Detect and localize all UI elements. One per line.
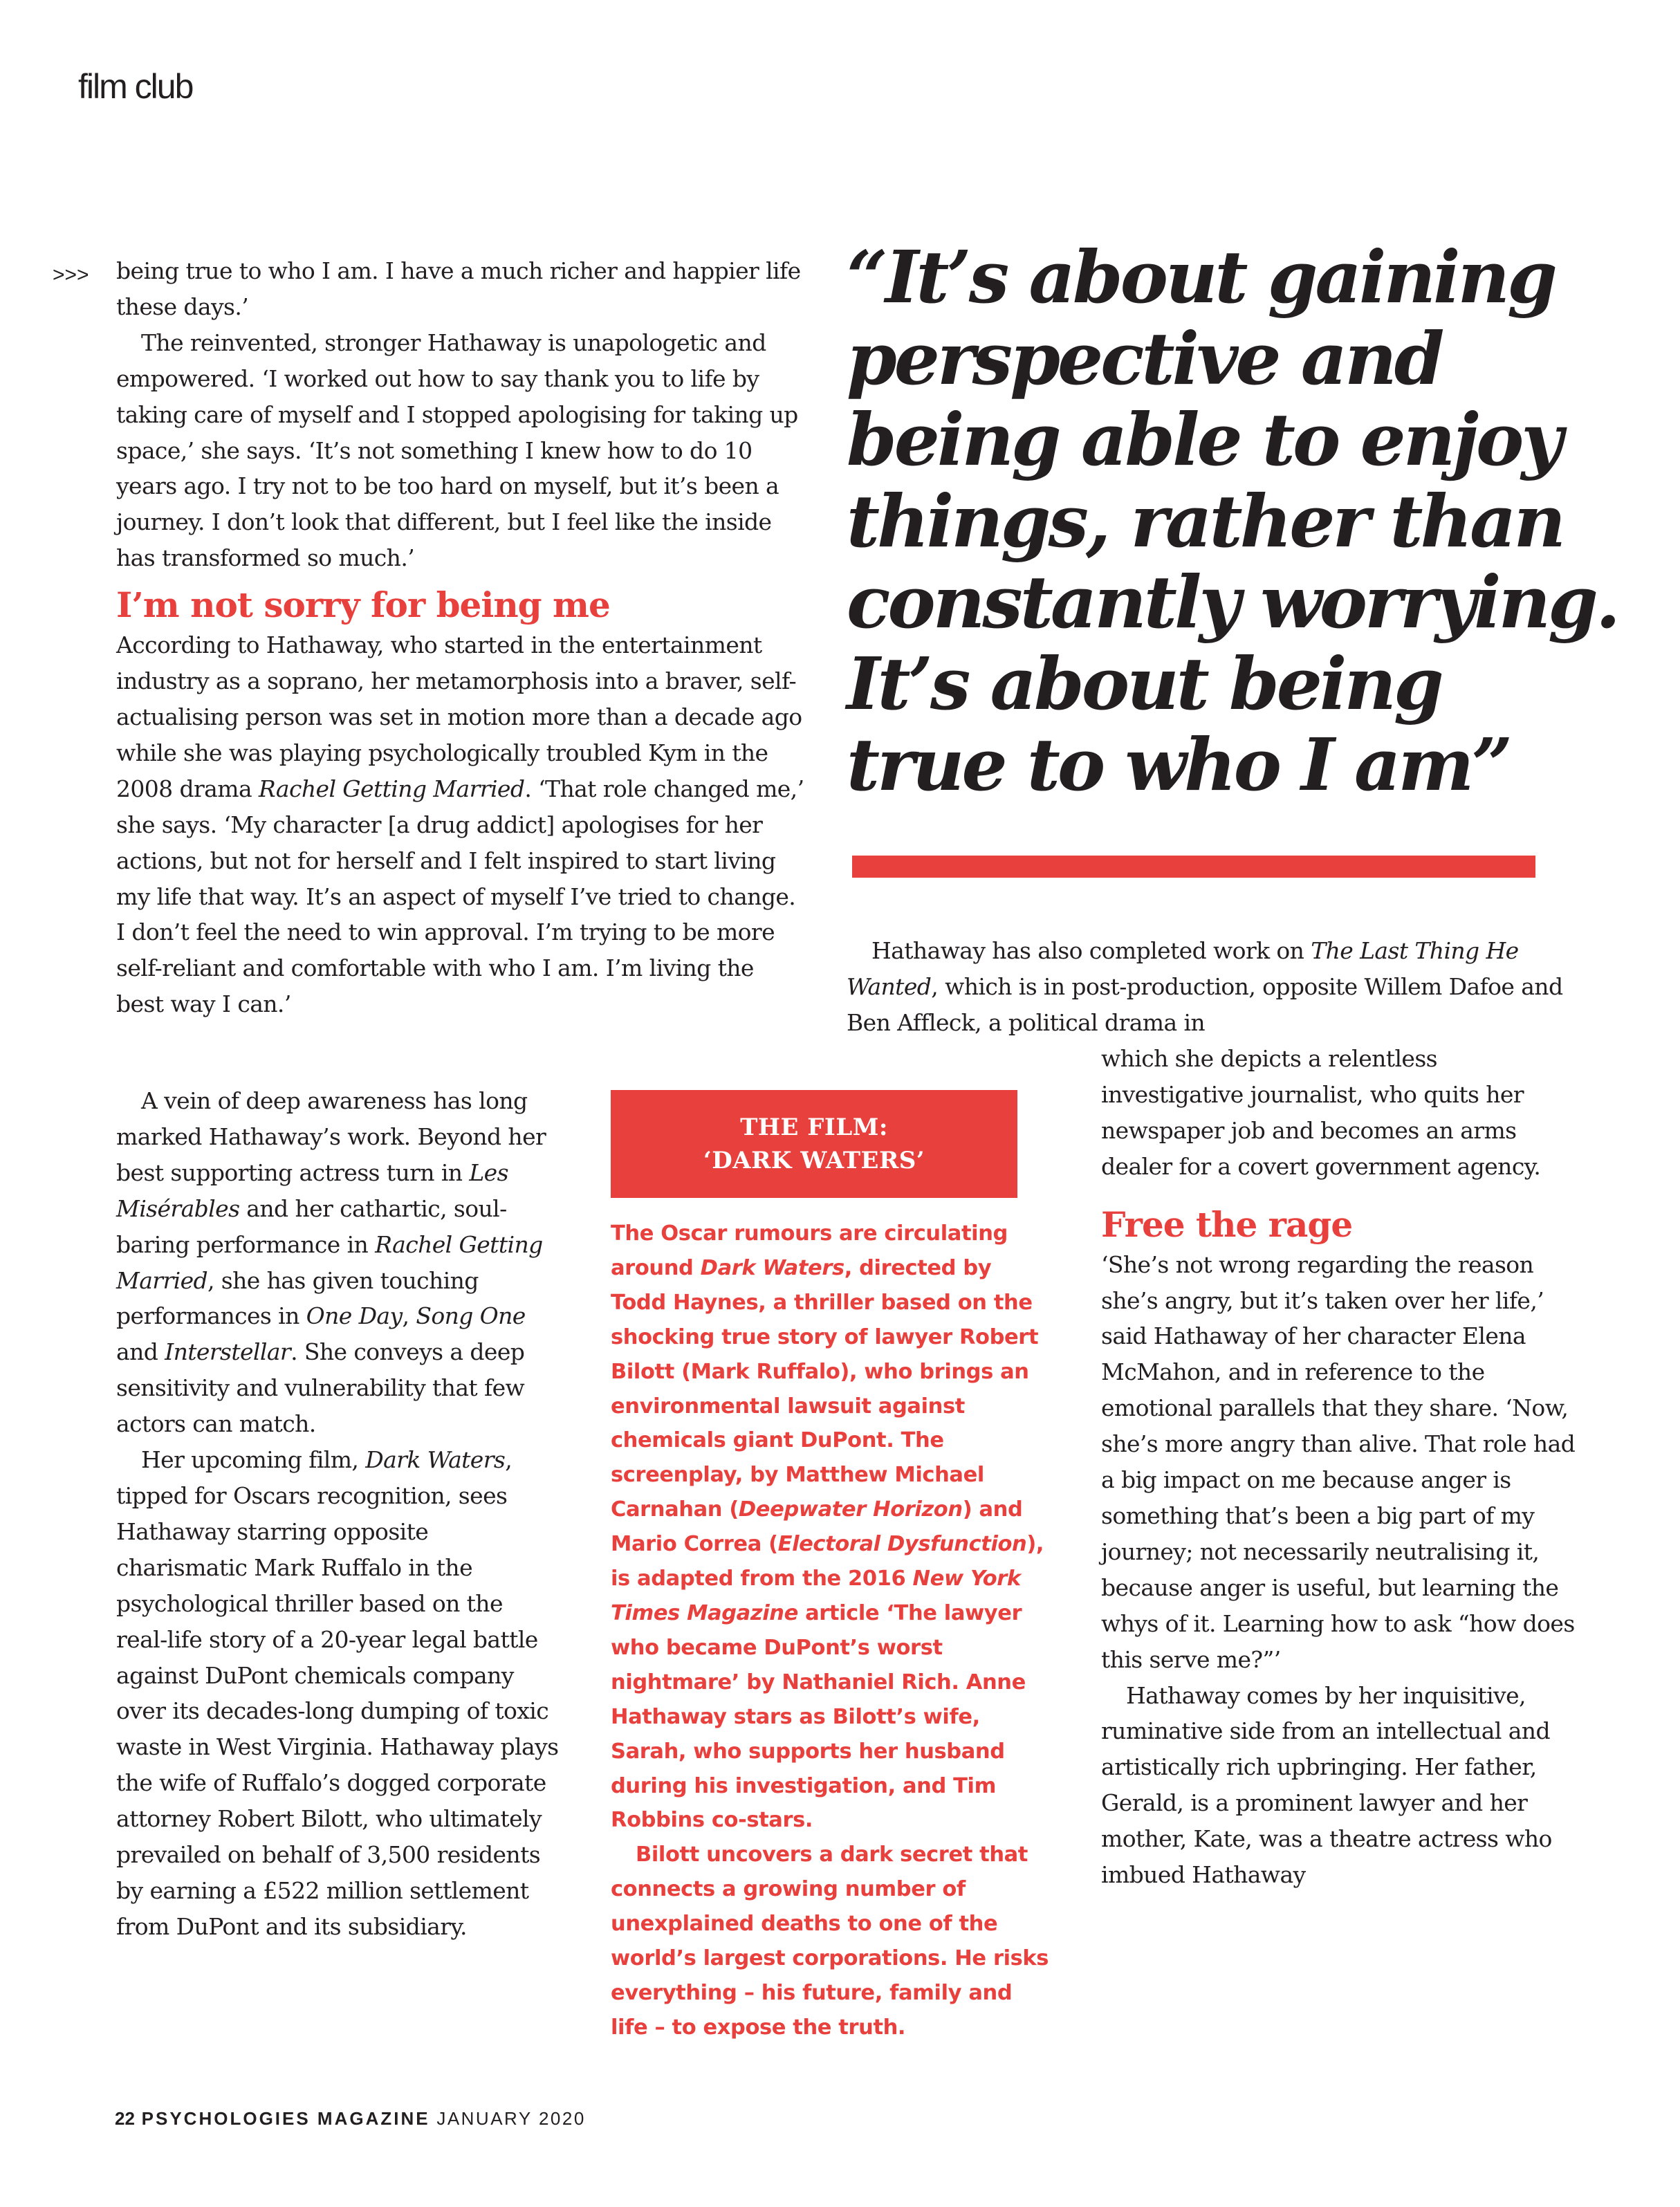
issue-date: JANUARY 2020	[436, 2108, 586, 2129]
red-divider-rule	[852, 856, 1535, 878]
paragraph: The reinvented, stronger Hathaway is unapologetic and empowered. ‘I worked out how to say thank you to life by taking care of myself and I stopped apologising for taking up space,’ she says. ‘It’s not something I knew how to do 10 years ago. I try not to be too hard on myself, but it’s been a journey. I don’t look that different, but I feel like the inside has transformed so much.’	[116, 329, 798, 572]
paragraph: A vein of deep awareness has long marked Hathaway’s work. Beyond her best supporting actress turn in Les Misérables and her cathartic, soul-baring performance in Rachel Getting Married, she has given touching performances in One Day, Song One and Interstellar. She conveys a deep sensitivity and vulnerability that few actors can match.	[116, 1087, 546, 1438]
paragraph: Hathaway comes by her inquisitive, ruminative side from an intellectual and artistically rich upbringing. Her father, Gerald, is a prominent lawyer and her mother, Kate, was a theatre actress who imbued Hathaway	[1101, 1681, 1552, 1889]
pull-quote-line: true to who I am”	[847, 722, 1511, 807]
section-label: film club	[78, 67, 193, 106]
left-narrow-column	[116, 1083, 559, 1945]
film-box-title: THE FILM:	[740, 1114, 888, 1141]
paragraph: Hathaway has also completed work on The Last Thing He Wanted, which is in post-production, opposite Willem Dafoe and Ben Affleck, a political drama in	[847, 937, 1563, 1036]
pull-quote-line: “It’s about gaining	[847, 234, 1555, 320]
pull-quote-line: constantly worrying.	[847, 560, 1618, 645]
paragraph: being true to who I am. I have a much richer and happier life these days.’	[116, 257, 801, 320]
page-footer	[115, 2108, 586, 2130]
paragraph: Bilott uncovers a dark secret that connects a growing number of unexplained deaths to one of the world’s largest corporations. He risks everything – his future, family and life – to expose the truth.	[611, 1843, 1049, 2040]
pull-quote-line: things, rather than	[847, 478, 1564, 564]
page-number: 22	[115, 2108, 135, 2129]
pull-quote-line: perspective and	[847, 315, 1442, 401]
film-box-title: ‘DARK WATERS’	[703, 1147, 925, 1174]
pull-quote-line: It’s about being	[847, 640, 1441, 726]
paragraph: According to Hathaway, who started in the entertainment industry as a soprano, her metamorphosis into a braver, self-actualising person was set in motion more than a decade ago while she was playing psychologically troubled Kym in the 2008 drama Rachel Getting Married. ‘That role changed me,’ she says. ‘My character [a drug addict] apologises for her actions, but not for herself and I felt inspired to start living my life that way. It’s an aspect of myself I’ve tried to change. I don’t feel the need to win approval. I’m trying to be more self-reliant and comfortable with who I am. I’m living the best way I can.’	[116, 631, 804, 1018]
paragraph: The Oscar rumours are circulating around Dark Waters, directed by Todd Haynes, a thriller based on the shocking true story of lawyer Robert Bilott (Mark Ruffalo), who brings an environmental lawsuit against chemicals giant DuPont. The screenplay, by Matthew Michael Carnahan (Deepwater Horizon) and Mario Correa (Electoral Dysfunction), is adapted from the 2016 New York Times Magazine article ‘The lawyer who became DuPont’s worst nightmare’ by Nathaniel Rich. Anne Hathaway stars as Bilott’s wife, Sarah, who supports her husband during his investigation, and Tim Robbins co-stars.	[611, 1221, 1044, 1833]
subheading: Free the rage	[1101, 1203, 1353, 1245]
subheading: I’m not sorry for being me	[116, 584, 610, 626]
film-box-text	[611, 1217, 1053, 2045]
pull-quote-line: being able to enjoy	[847, 397, 1560, 482]
left-column	[116, 253, 808, 1022]
paragraph: ‘She’s not wrong regarding the reason she’s angry, but it’s taken over her life,’ said Hathaway of her character Elena McMahon, and in reference to the emotional parallels that they share. ‘Now, she’s more angry than alive. That role had a big impact on me because anger is something that’s been a big part of my journey; not necessarily neutralising it, because anger is useful, but learning the whys of it. Learning how to ask “how does this serve me?”’	[1101, 1250, 1576, 1673]
magazine-name: PSYCHOLOGIES MAGAZINE	[141, 2108, 430, 2129]
paragraph: which she depicts a relentless investigative journalist, who quits her newspaper job and becomes an arms dealer for a covert government agency.	[1101, 1045, 1541, 1180]
pull-quote	[847, 234, 1677, 807]
right-top-text	[847, 933, 1580, 1041]
continuation-marker: >>>	[53, 264, 89, 286]
film-box-header	[611, 1090, 1017, 1198]
right-column	[1101, 1041, 1578, 1893]
paragraph: Her upcoming film, Dark Waters, tipped for Oscars recognition, sees Hathaway starring opposite charismatic Mark Ruffalo in the psychological thriller based on the real-life story of a 20-year legal battle against DuPont chemicals company over its decades-long dumping of toxic waste in West Virginia. Hathaway plays the wife of Ruffalo’s dogged corporate attorney Robert Bilott, who ultimately prevailed on behalf of 3,500 residents by earning a £522 million settlement from DuPont and its subsidiary.	[116, 1446, 559, 1940]
